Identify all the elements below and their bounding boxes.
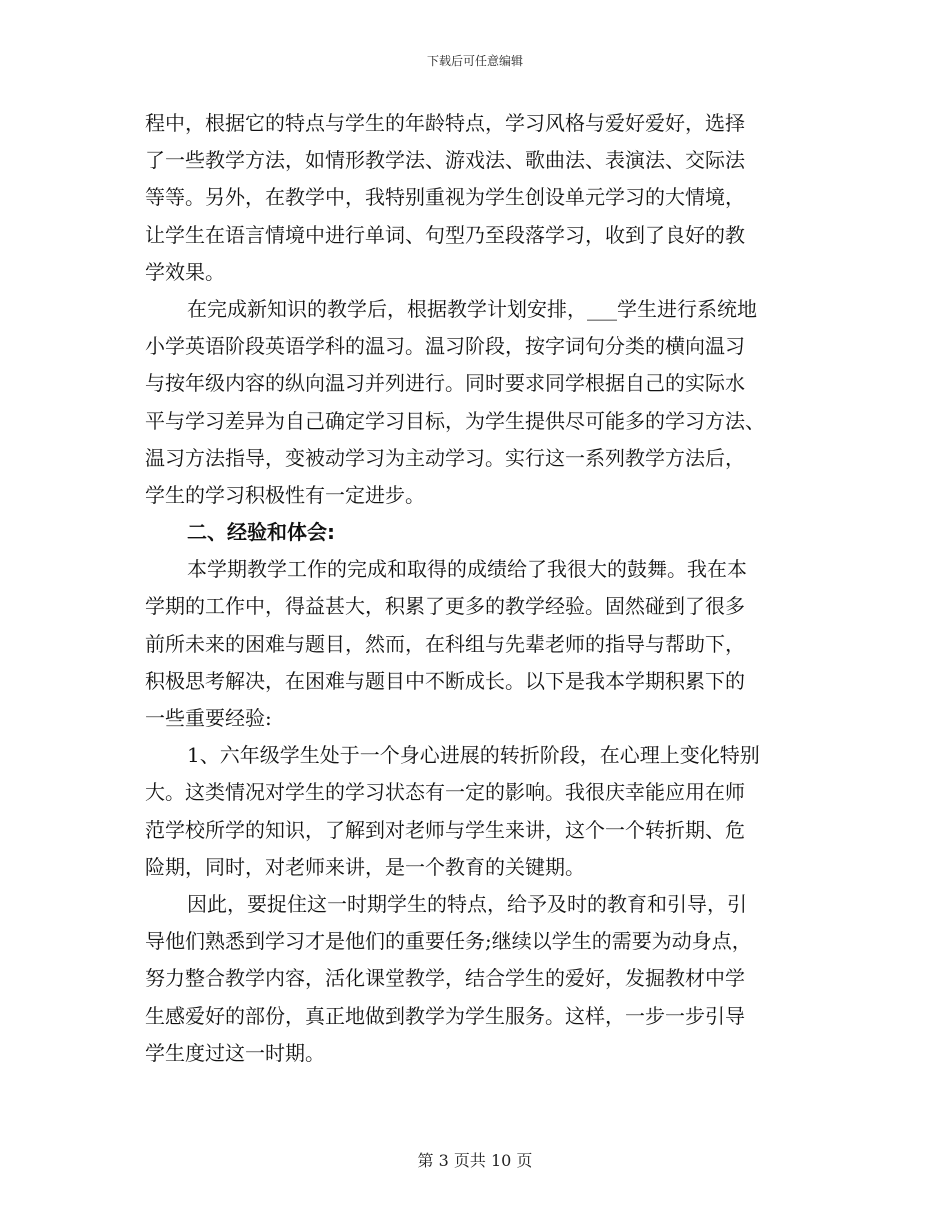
text-line: 导他们熟悉到学习才是他们的重要任务;继续以学生的需要为动身点， bbox=[145, 929, 752, 954]
text-line: 程中，根据它的特点与学生的年龄特点，学习风格与爱好爱好，选择 bbox=[145, 111, 745, 135]
text-line: 学生的学习积极性有一定进步。 bbox=[145, 482, 425, 507]
text-line: 本学期教学工作的完成和取得的成绩给了我很大的鼓舞。我在本 bbox=[187, 557, 747, 582]
page-footer: 第 3 页共 10 页 bbox=[417, 1151, 533, 1170]
text-line: 生感爱好的部份，真正地做到教学为学生服务。这样，一步一步引导 bbox=[145, 1003, 745, 1028]
text-line: 努力整合教学内容，活化课堂教学，结合学生的爱好，发掘教材中学 bbox=[145, 966, 745, 991]
page-header: 下载后可任意编辑 bbox=[426, 54, 523, 68]
text-line: 大。这类情况对学生的学习状态有一定的影响。我很庆幸能应用在师 bbox=[145, 780, 745, 805]
text-line: 了一些教学方法，如情形教学法、游戏法、歌曲法、表演法、交际法 bbox=[145, 148, 745, 173]
text-line: 学期的工作中，得益甚大，积累了更多的教学经验。固然碰到了很多 bbox=[145, 594, 745, 619]
text-line: 学效果。 bbox=[145, 259, 225, 284]
section-heading: 二、经验和体会: bbox=[187, 520, 335, 545]
text-line: 在完成新知识的教学后，根据教学计划安排，___学生进行系统地 bbox=[187, 296, 757, 321]
text-line: 范学校所学的知识，了解到对老师与学生来讲，这个一个转折期、危 bbox=[145, 817, 745, 842]
text-line: 积极思考解决，在困难与题目中不断成长。以下是我本学期积累下的 bbox=[145, 668, 745, 693]
text-line: 与按年级内容的纵向温习并列进行。同时要求同学根据自己的实际水 bbox=[145, 371, 745, 396]
text-line: 温习方法指导，变被动学习为主动学习。实行这一系列教学方法后， bbox=[145, 445, 745, 470]
text-line: 等等。另外，在教学中，我特别重视为学生创设单元学习的大情境， bbox=[145, 185, 745, 210]
text-line: 让学生在语言情境中进行单词、句型乃至段落学习，收到了良好的教 bbox=[145, 222, 745, 247]
text-line: 小学英语阶段英语学科的温习。温习阶段，按字词句分类的横向温习 bbox=[145, 334, 745, 359]
text-line: 险期，同时，对老师来讲，是一个教育的关键期。 bbox=[145, 854, 585, 879]
text-line: 因此，要捉住这一时期学生的特点，给予及时的教育和引导，引 bbox=[187, 891, 747, 916]
text-line: 1、六年级学生处于一个身心进展的转折阶段，在心理上变化特别 bbox=[187, 743, 760, 768]
document-body bbox=[145, 105, 817, 1072]
text-line: 平与学习差异为自己确定学习目标，为学生提供尽可能多的学习方法、 bbox=[145, 408, 765, 433]
text-line: 一些重要经验: bbox=[145, 706, 272, 730]
text-line: 学生度过这一时期。 bbox=[145, 1040, 325, 1065]
text-line: 前所未来的困难与题目，然而，在科组与先辈老师的指导与帮助下， bbox=[145, 631, 745, 656]
